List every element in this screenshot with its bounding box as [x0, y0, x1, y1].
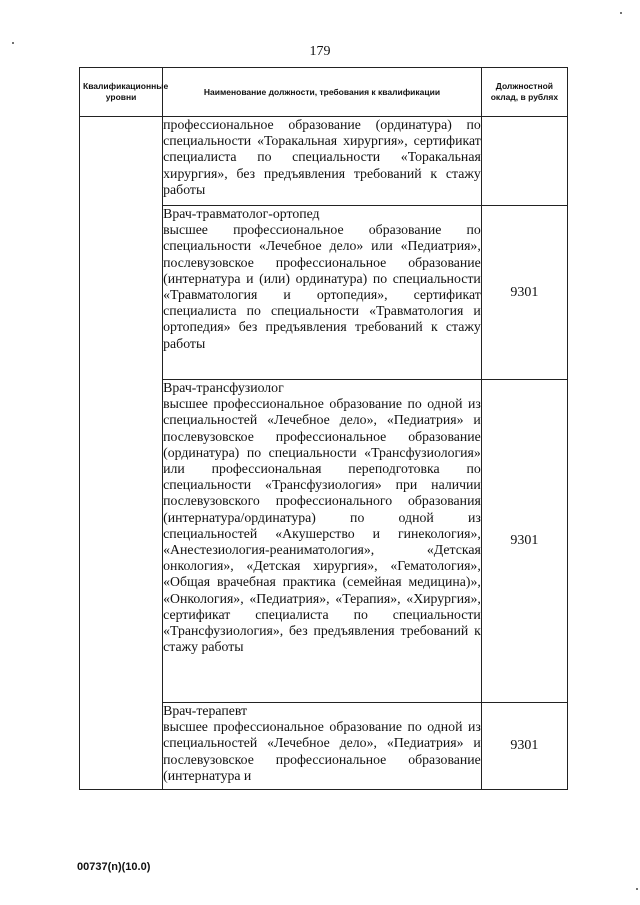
qualification-level-cell	[80, 117, 163, 790]
header-salary	[481, 68, 567, 117]
page-number: 179	[309, 44, 331, 59]
scan-speck	[12, 42, 14, 44]
qualification-table	[79, 67, 568, 790]
position-requirements-text: высшее профессиональное образование по одной из специальностей «Лечебное дело», «Педиатрия» и послевузовское профессиональное образование (интернатура и	[163, 719, 481, 783]
header-description-label: Наименование должности, требования к квалификации	[203, 86, 441, 97]
position-requirements-text: высшее профессиональное образование по специальности «Лечебное дело» или «Педиатрия», послевузовское профессиональное образование (интернатура и (или) ординатура) по специальности «Травматология и ортопедия», сертификат специалиста по специальности «Травматология и ортопедия» без предъявления требований к стажу работы	[163, 222, 481, 351]
header-qualification-levels	[80, 68, 169, 117]
position-title: Врач-терапевт	[163, 703, 248, 718]
header-level-label: Квалификационные уровни	[83, 81, 169, 102]
scan-speck	[620, 12, 622, 14]
position-title: Врач-травматолог-ортопед	[163, 206, 320, 221]
position-requirements-text: профессиональное образование (ординатура) по специальности «Торакальная хирургия», сертификат специалиста по специальности «Торакальная хирургия», без предъявления требований к стажу работы	[163, 117, 481, 197]
salary-cell: 9301	[481, 380, 567, 703]
header-salary-label: Должностной оклад, в рублях	[490, 81, 559, 102]
position-title: Врач-трансфузиолог	[163, 380, 284, 395]
salary-cell	[481, 117, 567, 206]
position-description-cell	[163, 206, 482, 380]
salary-cell: 9301	[481, 206, 567, 380]
table-row	[80, 117, 568, 206]
salary-cell: 9301	[481, 703, 567, 790]
scan-speck	[636, 888, 638, 890]
header-position-requirements	[163, 68, 482, 117]
document-code: 00737(n)(10.0)	[77, 861, 151, 873]
position-description-cell	[163, 380, 482, 703]
position-description-cell	[163, 703, 482, 790]
position-requirements-text: высшее профессиональное образование по одной из специальностей «Лечебное дело», «Педиатрия» и послевузовское профессиональное образование (ординатура) по специальности «Трансфузиология» или профессиональная переподготовка по специальности «Трансфузиология» при наличии послевузовского профессионального образования (интернатура/ординатура) по одной из специальностей «Акушерство и гинекология», «Анестезиология-реаниматология», «Детская онкология», «Детская хирургия», «Гематология», «Общая врачебная практика (семейная медицина)», «Онкология», «Педиатрия», «Терапия», «Хирургия», сертификат специалиста по специальности «Трансфузиология», без предъявления требований к стажу работы	[163, 396, 481, 655]
table-header-row	[80, 68, 568, 117]
position-description-cell	[163, 117, 482, 206]
